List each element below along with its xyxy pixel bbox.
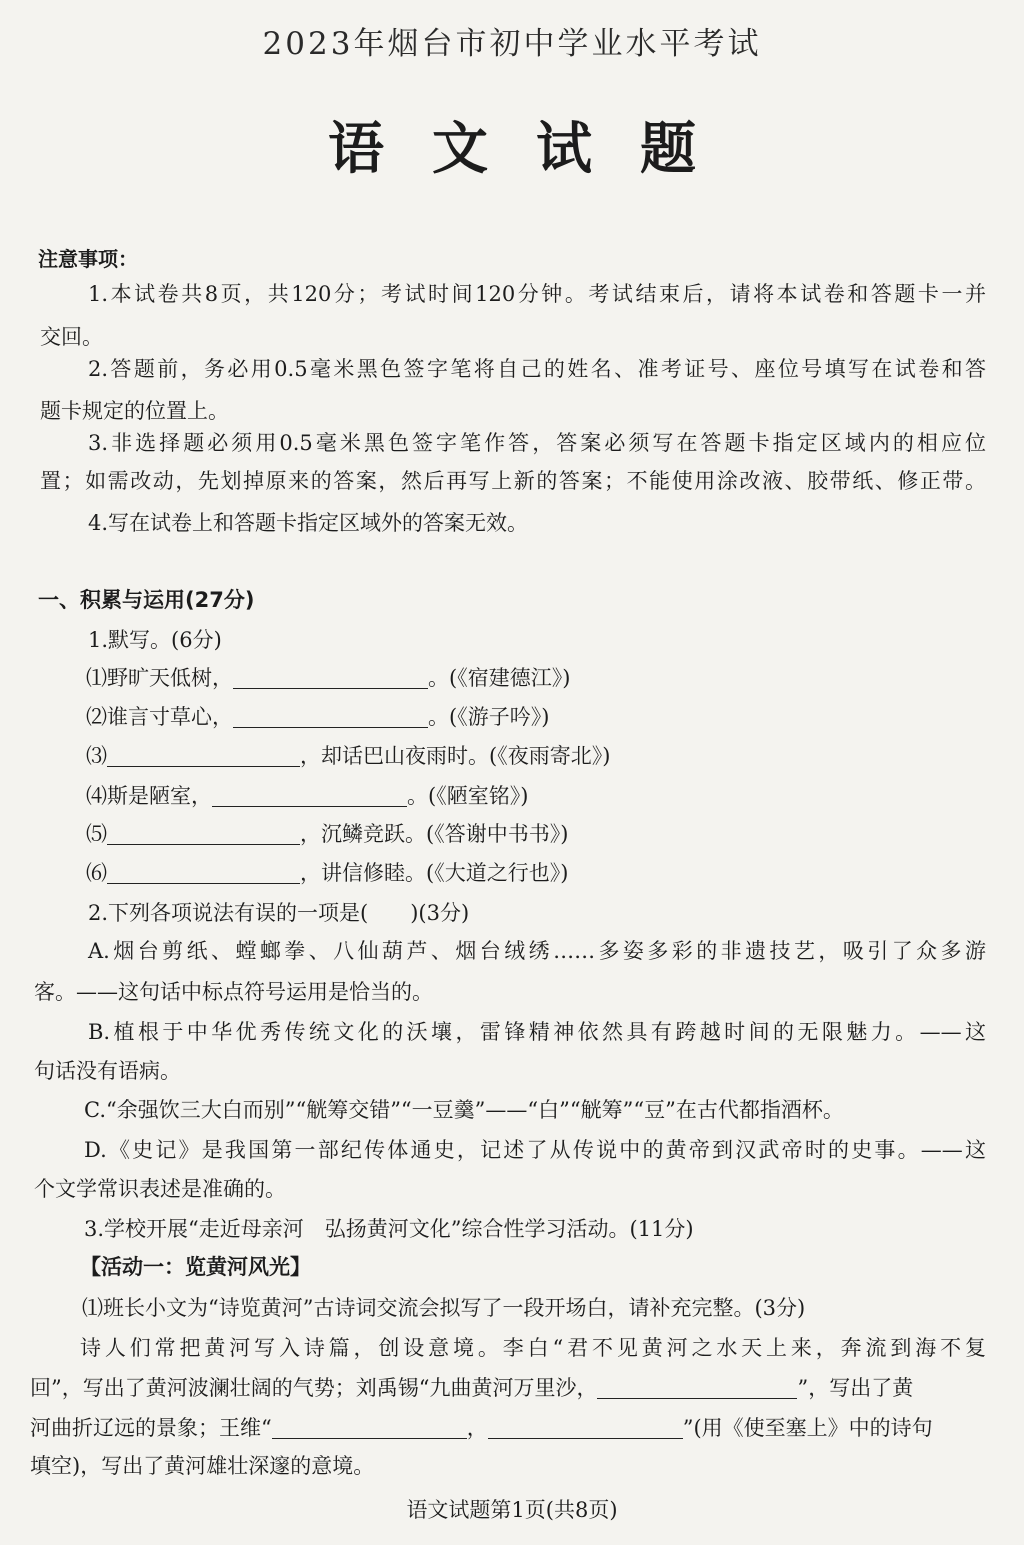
q1-line-4-pre: ⑷斯是陋室，: [86, 784, 212, 808]
q1-line-4-post: 。(《陋室铭》): [407, 784, 529, 808]
q2-option-d-cont: 个文学常识表述是准确的。: [34, 1177, 286, 1201]
answer-blank[interactable]: [107, 824, 300, 845]
notice-item-2: 2.答题前，务必用0.5毫米黑色签字笔将自己的姓名、准考证号、座位号填写在试卷和答: [88, 357, 986, 381]
q2-option-a: A.烟台剪纸、螳螂拳、八仙葫芦、烟台绒绣……多姿多彩的非遗技艺，吸引了众多游: [88, 939, 986, 963]
q1-stem: 1.默写。(6分): [88, 628, 222, 652]
q2-option-a-cont: 客。——这句话中标点符号运用是恰当的。: [34, 980, 433, 1004]
q3-sub-1: ⑴班长小文为“诗览黄河”古诗词交流会拟写了一段开场白，请补充完整。(3分): [82, 1296, 806, 1320]
q3-para-line-4: 填空)，写出了黄河雄壮深邃的意境。: [30, 1454, 375, 1478]
section-1-heading: 一、积累与运用(27分): [38, 588, 255, 612]
q3-para-line-3-post: ”(用《使至塞上》中的诗句: [682, 1416, 933, 1440]
paper-title: 语文试题: [328, 116, 744, 182]
q2-stem: 2.下列各项说法有误的一项是( )(3分): [88, 901, 470, 925]
notice-item-3: 3.非选择题必须用0.5毫米黑色签字笔作答，答案必须写在答题卡指定区域内的相应位: [88, 431, 986, 455]
q3-para-line-2-pre: 回”，写出了黄河波澜壮阔的气势；刘禹锡“九曲黄河万里沙，: [30, 1376, 598, 1400]
q1-line-1-post: 。(《宿建德江》): [428, 666, 571, 690]
answer-blank[interactable]: [272, 1418, 467, 1439]
exam-title: 2023年烟台市初中学业水平考试: [262, 26, 762, 62]
q1-line-5: [86, 824, 568, 845]
answer-blank[interactable]: [233, 707, 428, 728]
q1-line-5-pre: ⑸: [86, 822, 107, 846]
answer-blank[interactable]: [233, 668, 428, 689]
notice-item-1-cont: 交回。: [40, 325, 103, 349]
q1-line-4: [86, 786, 528, 807]
answer-blank[interactable]: [488, 1418, 683, 1439]
q1-line-3: [86, 746, 610, 767]
notice-heading: 注意事项：: [38, 247, 138, 271]
answer-blank[interactable]: [212, 786, 407, 807]
answer-blank[interactable]: [597, 1378, 797, 1399]
q2-option-d: D.《史记》是我国第一部纪传体通史，记述了从传说中的黄帝到汉武帝时的史事。——这: [84, 1138, 986, 1162]
notice-item-4: 4.写在试卷上和答题卡指定区域外的答案无效。: [88, 511, 529, 535]
q1-line-2-pre: ⑵谁言寸草心，: [86, 705, 233, 729]
q1-line-1: [86, 668, 570, 689]
q2-option-b: B.植根于中华优秀传统文化的沃壤，雷锋精神依然具有跨越时间的无限魅力。——这: [88, 1020, 986, 1044]
q1-line-5-post: ，沉鳞竞跃。(《答谢中书书》): [300, 822, 569, 846]
q3-para-line-3-mid: ，: [466, 1416, 488, 1440]
q1-line-6-pre: ⑹: [86, 861, 107, 885]
q1-line-2: [86, 707, 549, 728]
notice-item-2-cont: 题卡规定的位置上。: [40, 399, 229, 423]
q1-line-3-post: ，却话巴山夜雨时。(《夜雨寄北》): [300, 744, 611, 768]
q3-para-line-3: [30, 1418, 933, 1439]
q3-stem: 3.学校开展“走近母亲河 弘扬黄河文化”综合性学习活动。(11分): [84, 1217, 694, 1241]
q3-para-line-1: 诗人们常把黄河写入诗篇，创设意境。李白“君不见黄河之水天上来，奔流到海不复: [80, 1336, 986, 1360]
notice-item-1: 1.本试卷共8页，共120分；考试时间120分钟。考试结束后，请将本试卷和答题卡一并: [88, 282, 986, 306]
q1-line-2-post: 。(《游子吟》): [428, 705, 550, 729]
q1-line-6: [86, 863, 568, 884]
q3-para-line-2-post: ”，写出了黄: [797, 1376, 914, 1400]
q3-para-line-2: [30, 1378, 913, 1399]
q1-line-6-post: ，讲信修睦。(《大道之行也》): [300, 861, 569, 885]
notice-item-3-cont: 置；如需改动，先划掉原来的答案，然后再写上新的答案；不能使用涂改液、胶带纸、修正带。: [40, 469, 986, 493]
q2-option-c: C.“余强饮三大白而别”“觥筹交错”“一豆羹”——“白”“觥筹”“豆”在古代都指酒杯。: [84, 1098, 844, 1122]
q2-option-b-cont: 句话没有语病。: [34, 1059, 181, 1083]
activity-1-heading: 【活动一：览黄河风光】: [80, 1255, 311, 1279]
answer-blank[interactable]: [107, 863, 300, 884]
q1-line-1-pre: ⑴野旷天低树，: [86, 666, 233, 690]
q1-line-3-pre: ⑶: [86, 744, 107, 768]
q3-para-line-3-pre: 河曲折辽远的景象；王维“: [30, 1416, 272, 1440]
answer-blank[interactable]: [107, 746, 300, 767]
page-footer: 语文试题第1页(共8页): [406, 1498, 618, 1522]
